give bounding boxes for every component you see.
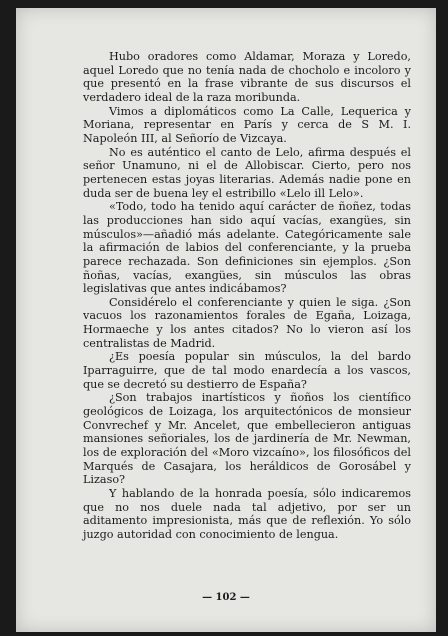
- book-page: [16, 8, 436, 632]
- body-text: [83, 50, 411, 542]
- paragraph: Y hablando de la honrada poesía, sólo indicaremos que no nos duele nada tal adjetivo, por ser un aditamento impresionista, más que de reflexión. Yo sólo juzgo autoridad con conocimiento de lengua.: [83, 487, 411, 541]
- paragraph: Considérelo el conferenciante y quien le siga. ¿Son vacuos los razonamientos forales de Egaña, Loizaga, Hormaeche y los antes citados? No lo vieron así los centralistas de Madrid.: [83, 295, 411, 350]
- paragraph: «Todo, todo ha tenido aquí carácter de ñoñez, todas las producciones han sido aquí vacías, exangües, sin músculos»—añadió más adelante. Categóricamente sale la afirmación de labios del conferenciante, y la prueba parece rechazada. Son definiciones sin ejemplos. ¿Son ñoñas, vacías, exangües, sin músculos las obras legislativas que antes indicábamos?: [83, 200, 411, 296]
- paragraph: No es auténtico el canto de Lelo, afirma después el señor Unamuno, ni el de Allobiscar. Cierto, pero nos pertenecen estas joyas literarias. Además nadie pone en duda ser de buena ley el estribillo «Lelo ill Lelo».: [83, 145, 411, 200]
- paragraph: Vimos a diplomáticos como La Calle, Lequerica y Moriana, representar en París y cerca de S M. I. Napoleón III, al Señorío de Vizcaya.: [83, 104, 411, 145]
- paragraph: ¿Es poesía popular sin músculos, la del bardo Iparraguirre, que de tal modo enardecía a los vascos, que se decretó su destierro de España?: [83, 350, 411, 391]
- page-number: — 102 —: [202, 592, 250, 603]
- paragraph: Hubo oradores como Aldamar, Moraza y Loredo, aquel Loredo que no tenía nada de chocholo e incoloro y que presentó en la frase vibrante de sus discursos el verdadero ideal de la raza moribunda.: [83, 50, 411, 104]
- paragraph: ¿Son trabajos inartísticos y ñoños los científico geológicos de Loizaga, los arquitectónicos de monsieur Convrechef y Mr. Ancelet, que embellecieron antiguas mansiones señoriales, los de jardinería de Mr. Newman, los de exploración del «Moro vizcaíno», los filosóficos del Marqués de Casajara, los heráldicos de Gorosábel y Lizaso?: [83, 391, 411, 487]
